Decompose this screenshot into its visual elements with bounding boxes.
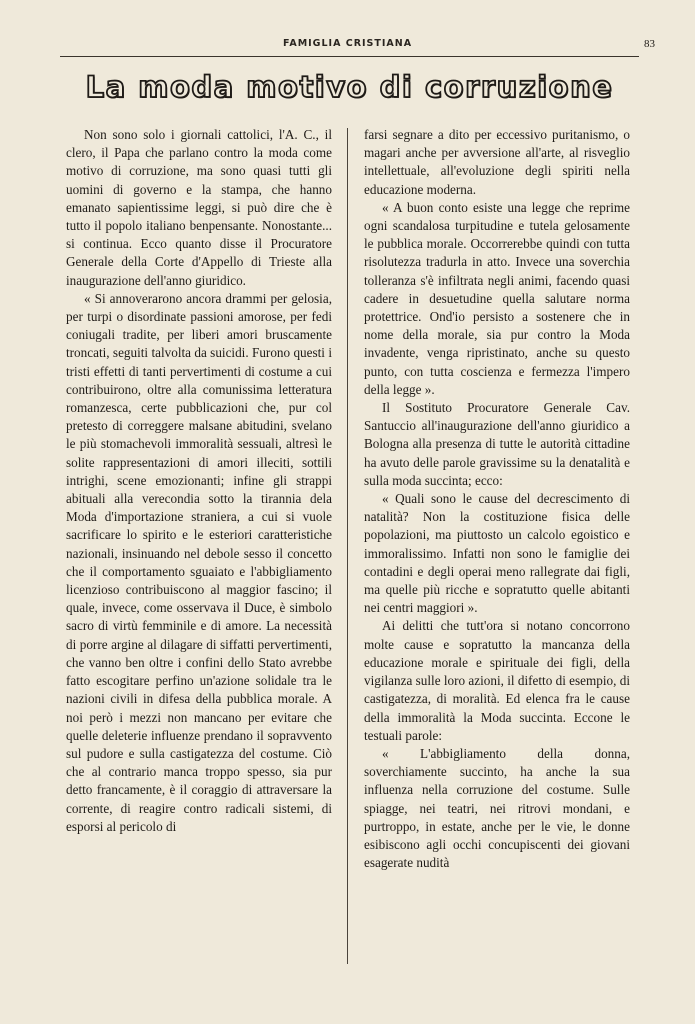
paragraph: farsi segnare a dito per eccessivo puritanismo, o magari anche per avversione all'arte, al risveglio intellettuale, all'evoluzione degli spiriti nella educazione moderna. xyxy=(364,127,630,197)
page-number: 83 xyxy=(644,38,655,50)
left-column xyxy=(66,126,332,836)
header-rule xyxy=(60,56,639,57)
running-title: FAMIGLIA CRISTIANA xyxy=(282,38,413,49)
paragraph: « Quali sono le cause del decrescimento di natalità? Non la costituzione fisica delle popolazioni, ma piuttosto un calcolo egoistico e immoralissimo. Infatti non sono le famiglie dei contadini e degli operai meno rallegrate dai figli, ma quelle più ricche e sopratutto quelle abitanti nei centri maggiori ». xyxy=(364,491,630,616)
article-title: La moda motivo di corruzione xyxy=(85,70,614,104)
right-column xyxy=(364,126,630,872)
paragraph: Non sono solo i giornali cattolici, l'A. C., il clero, il Papa che parlano contro la moda come motivo di corruzione, ma sono quasi tutti gli uomini di governo e la stampa, che hanno emanato sapientissime leggi, si può dire che è tutto il popolo italiano benpensante. Nonostante... si continua. Ecco quanto disse il Procuratore Generale della Corte d'Appello di Trieste alla inaugurazione dell'anno giuridico. xyxy=(66,127,332,288)
paragraph: Il Sostituto Procuratore Generale Cav. Santuccio all'inaugurazione dell'anno giuridico a Bologna alla presenza di tutte le autorità cittadine ha avuto delle parole gravissime su la denatalità e sulla moda succinta; ecco: xyxy=(364,400,630,488)
paragraph: « A buon conto esiste una legge che reprime ogni scandalosa turpitudine e tutela gelosamente le pubblica morale. Occorrerebbe quindi con tutta risolutezza tradurla in atto. Invece una soverchia tolleranza s'è infiltrata negli animi, facendo quasi cadere in desuetudine quella salutare norma protettrice. Ond'io persisto a sostenere che in nome della morale, sia pur contro la Moda invadente, venga ripristinato, anche su questo punto, con tutta coscienza e fermezza l'impero della legge ». xyxy=(364,199,630,397)
paragraph: « Si annoverarono ancora drammi per gelosia, per turpi o disordinate passioni amorose, per fedi coniugali tradite, per liberi amori bruscamente troncati, seguiti talvolta da suicidi. Furono questi i tristi effetti di tanti pervertimenti di costume a cui contribuirono, oltre alla comunissima letteratura romanzesca, certe pubblicazioni che, pur col pretesto di correggere malsane abitudini, svelano le più stomachevoli immoralità sessuali, altresì le solite rappresentazioni di amori illeciti, sottili intrighi, scene emozionanti; infine gli strappi abituali alla verecondia sotto la tirannia dela Moda d'importazione straniera, a cui si vuole sacrificare lo spirito e le esteriori caratteristiche nazionali, insinuando nel debole sesso il concetto che il comportamento sguaiato e l'abbigliamento licenzioso contribuiscono al maggior fascino; il quale, invece, come osservava il Duce, è simbolo sacro di virtù femminile e di amore. La necessità di porre argine al dilagare di siffatti pervertimenti, che vanno ben oltre i confini dello Stato avrebbe fatto escogitare perfino un'azione solidale tra le nazioni civili in difesa della pubblica morale. A noi però i mezzi non mancano per evitare che quelle deleterie influenze prendano il sopravvento sul pudore e sulla castigatezza del costume. Ciò che al contrario manca troppo spesso, sia pur detto francamente, è il coraggio di attraversare la corrente, di reagire contro radicali sistemi, di esporsi al pericolo di xyxy=(66,290,332,834)
running-head xyxy=(60,38,655,56)
paragraph: Ai delitti che tutt'ora si notano concorrono molte cause e sopratutto la mancanza della educazione morale e spirituale dei figli, della vigilanza sulle loro azioni, il difetto di esempio, di castigatezza, di moralità. Ed elenca fra le cause della immoralità la Moda succinta. Eccone le testuali parole: xyxy=(364,618,630,743)
column-divider xyxy=(347,128,348,964)
paragraph: « L'abbigliamento della donna, soverchiamente succinto, ha anche la sua influenza nella corruzione del costume. Sulle spiagge, nei teatri, nei ritrovi mondani, e purtroppo, in estate, anche per le vie, le donne esibiscono agli occhi concupiscenti dei giovani esagerate nudità xyxy=(364,745,630,871)
